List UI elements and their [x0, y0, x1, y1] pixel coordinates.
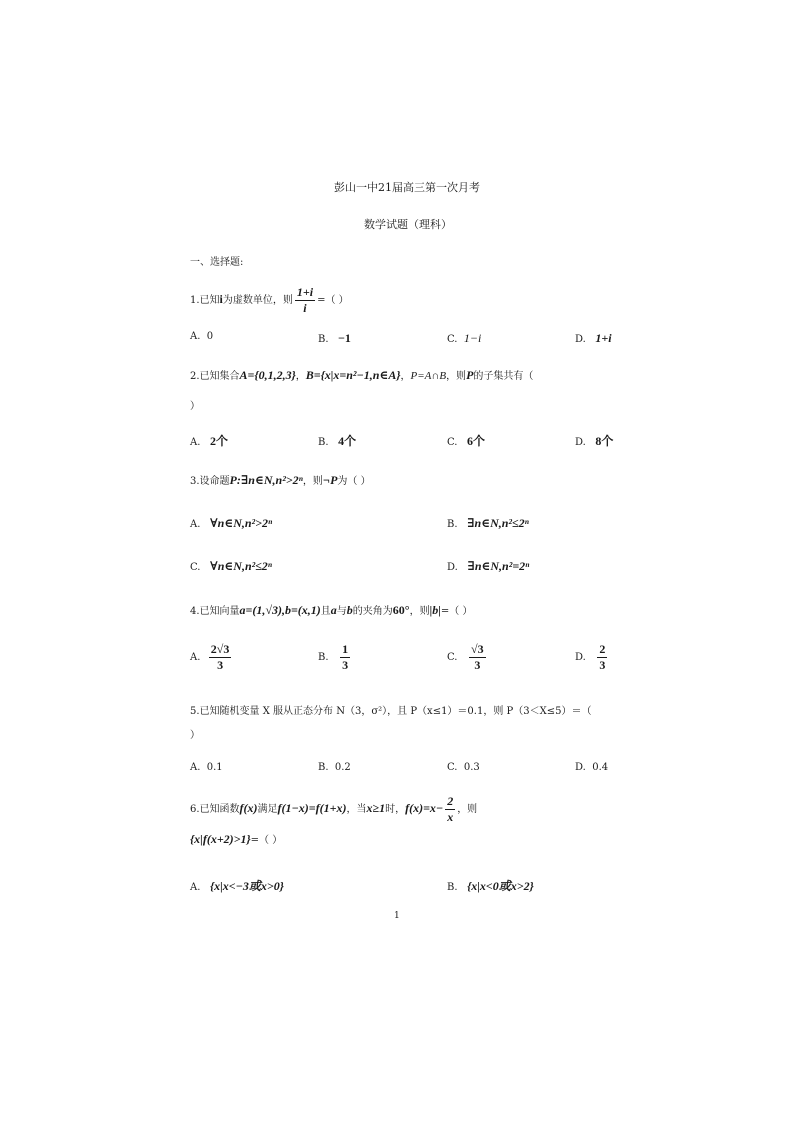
page-title: 彭山一中21届高三第一次月考 — [334, 181, 480, 194]
fraction — [445, 795, 455, 824]
option-text: 0.2 — [334, 762, 351, 773]
question-text: 已知向量 — [199, 606, 240, 617]
option-text: 0.4 — [592, 762, 609, 773]
page-number: 1 — [394, 911, 400, 921]
option-text: 2个 — [209, 434, 228, 448]
option-b — [447, 877, 534, 894]
option-label: C. — [447, 334, 458, 345]
punctuation: ， — [400, 371, 411, 382]
math-expression: f(x) — [239, 801, 258, 815]
question-text: =（ ） — [440, 606, 473, 617]
math-expression: B={x|x=n²−1,n∈A} — [305, 368, 401, 382]
option-text: 0.1 — [206, 762, 223, 773]
option-text: 1+i — [595, 331, 612, 345]
math-expression: {x|f(x+2)>1} — [190, 832, 251, 846]
math-symbol: P — [466, 368, 474, 382]
question-text: 的子集共有（ — [473, 371, 534, 382]
option-b — [318, 331, 351, 346]
question-number: 2. — [190, 371, 200, 382]
option-label: A. — [190, 882, 201, 893]
option-b — [318, 643, 352, 672]
question-text: 已知函数 — [199, 804, 240, 815]
question-text: ，当 — [346, 804, 367, 815]
option-label: B. — [318, 652, 329, 663]
fraction — [597, 643, 607, 672]
math-expression: |b| — [429, 603, 441, 617]
option-c — [447, 762, 480, 773]
question-5-continuation: ） — [190, 730, 200, 741]
math-expression: f(x)=x− — [405, 801, 444, 815]
question-text: 且 — [320, 606, 331, 617]
math-symbol: b — [346, 603, 353, 617]
option-label: C. — [447, 762, 458, 773]
question-3 — [190, 472, 371, 488]
option-a — [190, 432, 228, 449]
option-label: B. — [447, 519, 458, 530]
option-label: A. — [190, 437, 201, 448]
question-text: ，则 — [446, 371, 467, 382]
option-d — [575, 762, 608, 773]
fraction — [295, 286, 315, 315]
option-text: ∀n∈N,n²>2ⁿ — [209, 516, 273, 530]
option-text: ∀n∈N,n²≤2ⁿ — [210, 559, 272, 573]
option-d — [575, 643, 609, 672]
question-text: 为虚数单位，则 — [222, 295, 293, 306]
option-label: A. — [190, 519, 201, 530]
option-c — [447, 432, 485, 449]
option-b — [318, 762, 351, 773]
fraction-numerator: √3 — [471, 642, 484, 656]
option-label: C. — [447, 437, 458, 448]
question-number: 6. — [190, 804, 200, 815]
fraction — [209, 643, 232, 672]
option-a — [190, 331, 213, 342]
question-text: =（ ） — [250, 835, 283, 846]
option-d — [447, 559, 529, 574]
math-expression: ¬P — [322, 473, 338, 487]
option-text: {x|x<0或x>2} — [467, 879, 534, 893]
option-c — [447, 331, 481, 346]
math-expression: 60° — [392, 603, 410, 617]
punctuation: ， — [295, 371, 306, 382]
question-text: 的夹角为 — [352, 606, 393, 617]
option-label: B. — [318, 762, 329, 773]
question-text: 已知 — [199, 295, 220, 306]
option-b — [447, 516, 529, 531]
option-label: B. — [447, 882, 458, 893]
question-text: ，则 — [409, 606, 430, 617]
question-6 — [190, 792, 477, 826]
option-label: D. — [575, 334, 586, 345]
question-text: =（ ） — [317, 295, 349, 306]
fraction-denominator: 3 — [474, 658, 481, 672]
question-number: 4. — [190, 606, 200, 617]
math-expression: f(1−x)=f(1+x) — [277, 801, 347, 815]
option-text: 1−i — [463, 331, 482, 345]
option-text: 8个 — [595, 434, 614, 448]
option-label: D. — [447, 562, 458, 573]
question-text: 为（ ） — [337, 476, 371, 487]
question-2-continuation: ） — [190, 401, 200, 412]
fraction-denominator: 3 — [599, 658, 606, 672]
math-expression: P:∃n∈N,n²>2ⁿ — [229, 473, 303, 487]
question-text: ，则 — [302, 476, 323, 487]
question-text: 已知集合 — [199, 371, 240, 382]
question-number: 5. — [190, 706, 200, 717]
fraction-denominator: 3 — [217, 658, 224, 672]
option-text: ∃n∈N,n²=2ⁿ — [467, 559, 530, 573]
section-heading: 一、选择题: — [190, 257, 244, 268]
option-a — [190, 516, 272, 531]
option-text: {x|x<−3或x>0} — [209, 879, 284, 893]
option-c — [447, 643, 488, 672]
question-text: 满足 — [257, 804, 278, 815]
option-text: 0.3 — [463, 762, 480, 773]
option-text: 0 — [206, 331, 214, 342]
question-5 — [190, 702, 591, 717]
fraction-numerator: 2 — [447, 794, 454, 808]
option-text: 6个 — [467, 434, 486, 448]
question-text: ，则 — [457, 804, 478, 815]
option-a — [190, 762, 223, 773]
option-text: 4个 — [338, 434, 357, 448]
option-d — [575, 331, 612, 346]
question-number: 1. — [190, 295, 200, 306]
question-text: 设命题 — [199, 476, 230, 487]
option-label: D. — [575, 762, 586, 773]
question-text: 与 — [336, 606, 347, 617]
fraction-denominator: x — [447, 810, 454, 824]
question-2 — [190, 367, 533, 383]
page-subtitle: 数学试题（理科） — [364, 218, 452, 231]
option-b — [318, 432, 356, 449]
option-d — [575, 432, 613, 449]
fraction-numerator: 1 — [342, 642, 349, 656]
option-label: A. — [190, 331, 201, 342]
option-c — [190, 559, 272, 574]
option-text: ∃n∈N,n²≤2ⁿ — [467, 516, 529, 530]
fraction — [469, 643, 486, 672]
math-expression: x≥1 — [366, 801, 386, 815]
question-text: 已知随机变量 X 服从正态分布 N（3，σ²），且 P（x≤1）＝0.1，则 P（3＜X≤5）＝（ — [199, 706, 592, 717]
question-number: 3. — [190, 476, 200, 487]
math-symbol: i — [219, 292, 223, 306]
option-label: C. — [190, 562, 201, 573]
option-label: A. — [190, 652, 201, 663]
fraction — [340, 643, 350, 672]
option-label: A. — [190, 762, 201, 773]
option-label: D. — [575, 652, 586, 663]
math-symbol: a — [330, 603, 337, 617]
fraction-numerator: 1+i — [296, 285, 314, 299]
math-expression: P=A∩B — [410, 370, 447, 382]
option-label: B. — [318, 437, 329, 448]
fraction-denominator: i — [303, 301, 307, 315]
fraction-numerator: 2 — [599, 642, 606, 656]
option-a — [190, 643, 233, 672]
fraction-numerator: 2√3 — [210, 642, 230, 656]
option-label: D. — [575, 437, 586, 448]
math-expression: a=(1,√3),b=(x,1) — [239, 603, 321, 617]
question-1 — [190, 283, 349, 317]
option-text: −1 — [338, 331, 351, 345]
option-label: B. — [318, 334, 329, 345]
option-a — [190, 877, 284, 894]
math-expression: A={0,1,2,3} — [239, 368, 296, 382]
question-4 — [190, 602, 472, 618]
option-label: C. — [447, 652, 458, 663]
fraction-denominator: 3 — [342, 658, 349, 672]
question-6-continuation — [190, 831, 282, 847]
question-text: 时， — [385, 804, 406, 815]
